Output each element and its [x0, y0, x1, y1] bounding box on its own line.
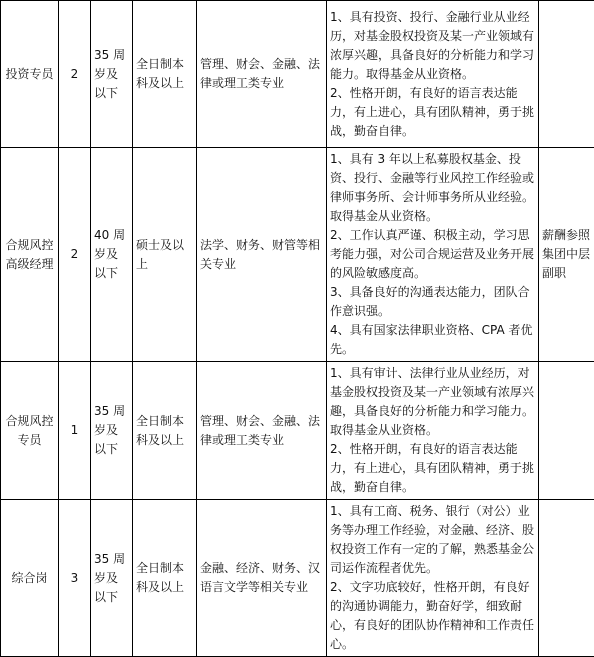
requirement-item: 2、工作认真严谨、积极主动，学习思考能力强，对公司合规运营及业务开展的风险敏感度高。	[330, 226, 535, 283]
requirements-cell	[327, 362, 539, 500]
age-cell: 35 周岁及以下	[91, 1, 133, 148]
requirements-cell	[327, 1, 539, 148]
count-cell: 1	[59, 362, 91, 500]
requirements-cell	[327, 500, 539, 657]
salary-cell	[539, 362, 594, 500]
salary-cell: 薪酬参照集团中层副职	[539, 148, 594, 362]
count-cell: 2	[59, 1, 91, 148]
major-cell: 法学、财务、财管等相关专业	[197, 148, 327, 362]
position-cell: 综合岗	[1, 500, 59, 657]
position-cell: 合规风控专员	[1, 362, 59, 500]
age-cell: 40 周岁及以下	[91, 148, 133, 362]
requirements-cell	[327, 148, 539, 362]
age-cell: 35 周岁及以下	[91, 362, 133, 500]
major-cell: 金融、经济、财务、汉语言文学等相关专业	[197, 500, 327, 657]
major-cell: 管理、财会、金融、法律或理工类专业	[197, 1, 327, 148]
requirement-item: 2、性格开朗，有良好的语言表达能力，有上进心，具有团队精神，勇于挑战，勤奋自律。	[330, 440, 535, 497]
position-cell: 合规风控高级经理	[1, 148, 59, 362]
count-cell: 3	[59, 500, 91, 657]
table-row	[1, 1, 594, 148]
education-cell: 全日制本科及以上	[133, 362, 197, 500]
requirement-item: 1、具有 3 年以上私募股权基金、投资、投行、金融等行业风控工作经验或律师事务所、会计师事务所从业经验。取得基金从业资格。	[330, 150, 535, 226]
major-cell: 管理、财会、金融、法律或理工类专业	[197, 362, 327, 500]
salary-cell	[539, 1, 594, 148]
table-row	[1, 148, 594, 362]
requirement-item: 4、具有国家法律职业资格、CPA 者优先。	[330, 321, 535, 359]
requirement-item: 3、具备良好的沟通表达能力，团队合作意识强。	[330, 283, 535, 321]
count-cell: 2	[59, 148, 91, 362]
requirement-item: 1、具有工商、税务、银行（对公）业务等办理工作经验，对金融、经济、股权投资工作有一定的了解，熟悉基金公司运作流程者优先。	[330, 502, 535, 578]
salary-cell	[539, 500, 594, 657]
requirement-item: 1、具有投资、投行、金融行业从业经历，对基金股权投资及某一产业领域有浓厚兴趣，具备良好的分析能力和学习能力。取得基金从业资格。	[330, 8, 535, 84]
requirement-item: 2、文字功底较好，性格开朗，有良好的沟通协调能力，勤奋好学，细致耐心，有良好的团队协作精神和工作责任心。	[330, 578, 535, 654]
education-cell: 硕士及以上	[133, 148, 197, 362]
table-row	[1, 500, 594, 657]
position-cell: 投资专员	[1, 1, 59, 148]
requirement-item: 2、性格开朗，有良好的语言表达能力，有上进心，具有团队精神，勇于挑战，勤奋自律。	[330, 84, 535, 141]
requirement-item: 1、具有审计、法律行业从业经历，对基金股权投资及某一产业领域有浓厚兴趣，具备良好的分析能力和学习能力。取得基金从业资格。	[330, 364, 535, 440]
age-cell: 35 周岁及以下	[91, 500, 133, 657]
education-cell: 全日制本科及以上	[133, 1, 197, 148]
education-cell: 全日制本科及以上	[133, 500, 197, 657]
table-row	[1, 362, 594, 500]
